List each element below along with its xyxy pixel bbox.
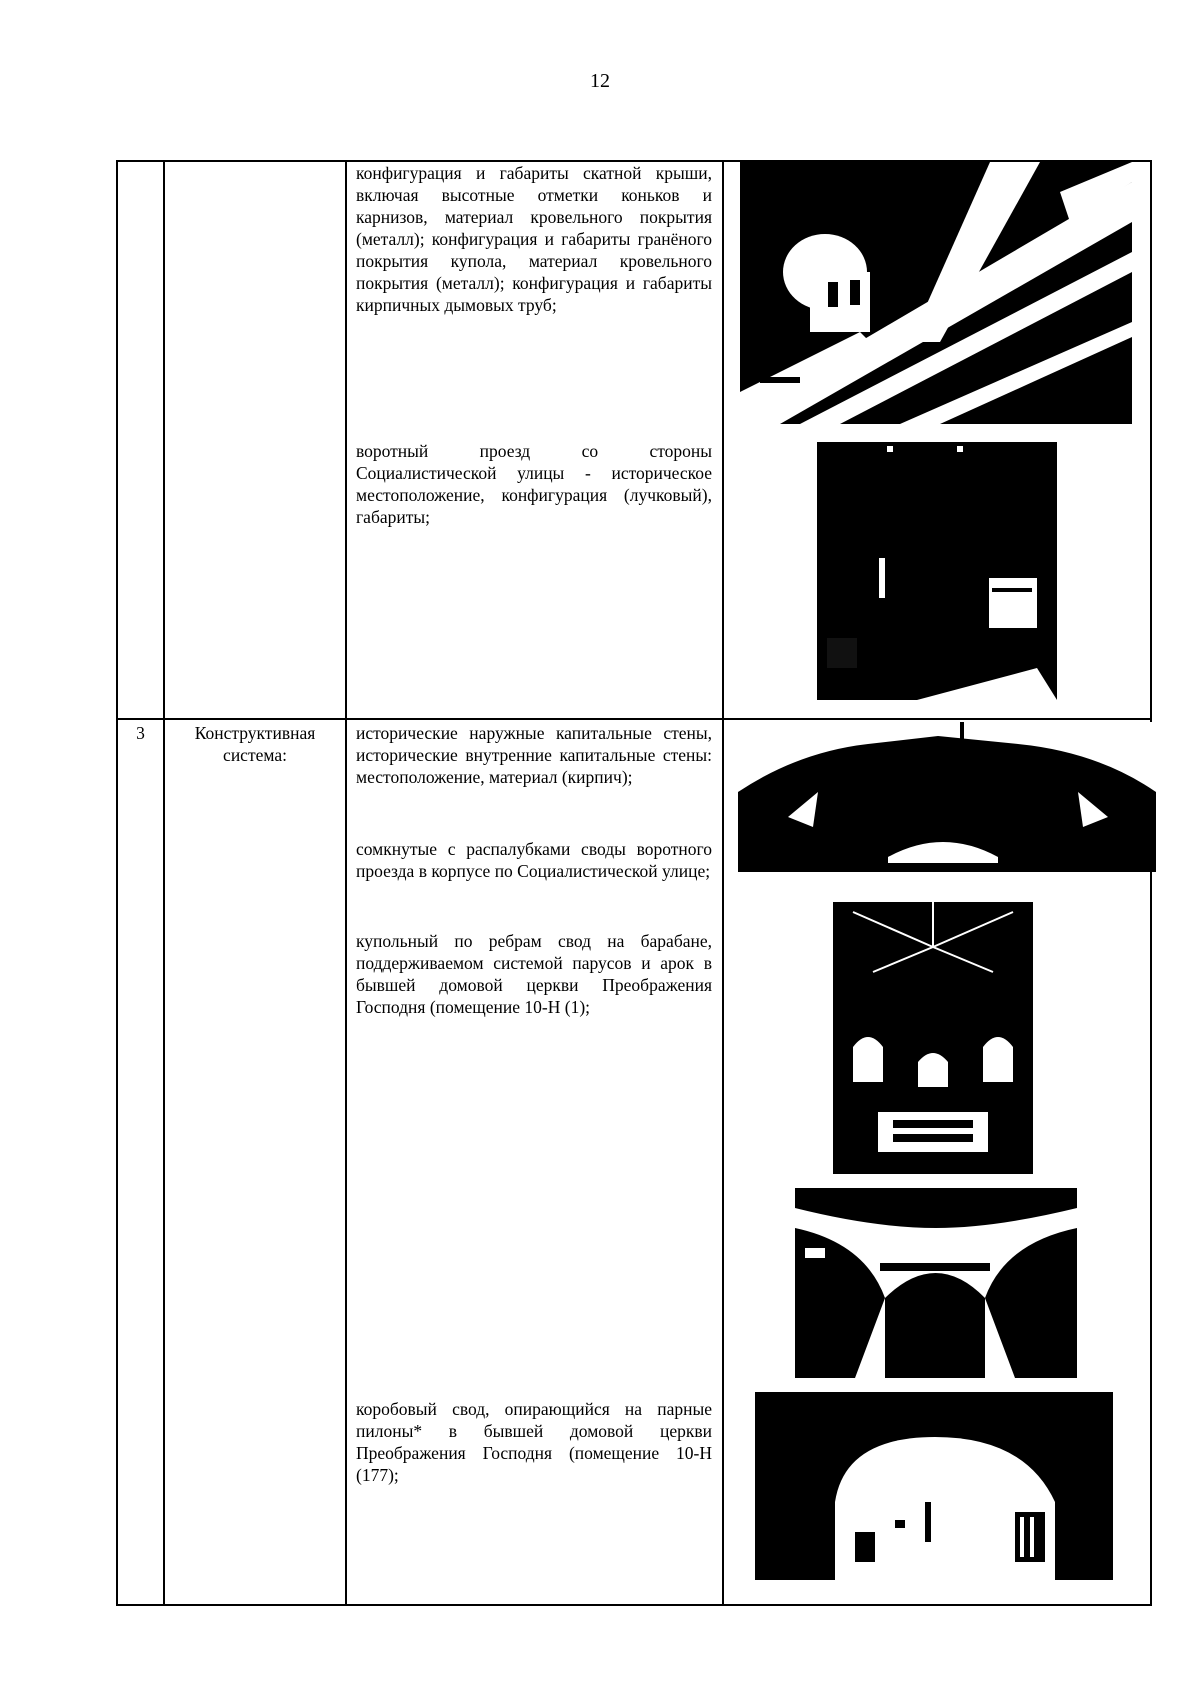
table-border-bottom bbox=[116, 1604, 1152, 1606]
facade-arch-photo bbox=[738, 722, 1156, 872]
table-border-right bbox=[1150, 160, 1152, 1606]
gate-passage-photo bbox=[817, 438, 1057, 700]
dome-vault-description: купольный по ребрам свод на барабане, поддерживаемом системой парусов и арок в бывшей домовой церкви Преображения Господня (помещение 10-Н (1); bbox=[356, 931, 712, 1017]
table-border-left bbox=[116, 160, 118, 1606]
box-vault-description: коробовый свод, опирающийся на парные пилоны* в бывшей домовой церкви Преображения Господня (помещение 10-Н (177); bbox=[356, 1399, 712, 1485]
page-number: 12 bbox=[590, 70, 610, 92]
roof-dome-photo bbox=[740, 162, 1132, 424]
table-column-divider bbox=[163, 160, 165, 1606]
table-column-divider bbox=[722, 160, 724, 1606]
sails-arches-photo bbox=[795, 1188, 1077, 1378]
row-number: 3 bbox=[136, 723, 145, 743]
dome-interior-photo bbox=[833, 902, 1033, 1174]
gate-vaults-description: сомкнутые с распалубками своды воротного проезда в корпусе по Социалистической улице; bbox=[356, 839, 712, 881]
walls-description: исторические наружные капитальные стены, исторические внутренние капитальные стены: местоположение, материал (кирпич); bbox=[356, 723, 712, 787]
table-column-divider bbox=[345, 160, 347, 1606]
roof-description: конфигурация и габариты скатной крыши, включая высотные отметки коньков и карнизов, материал кровельного покрытия (металл); конфигурация и габариты гранёного покрытия купола, материал кровельного покрытия (металл); конфигурация и габариты кирпичных дымовых труб; bbox=[356, 163, 712, 315]
gate-passage-description: воротный проезд со стороны Социалистической улицы - историческое местоположение, конфигурация (лучковый), габариты; bbox=[356, 441, 712, 527]
row-element-name: Конструктивная система: bbox=[194, 723, 316, 765]
table-row-divider bbox=[116, 718, 1152, 720]
box-vault-photo bbox=[755, 1392, 1113, 1580]
